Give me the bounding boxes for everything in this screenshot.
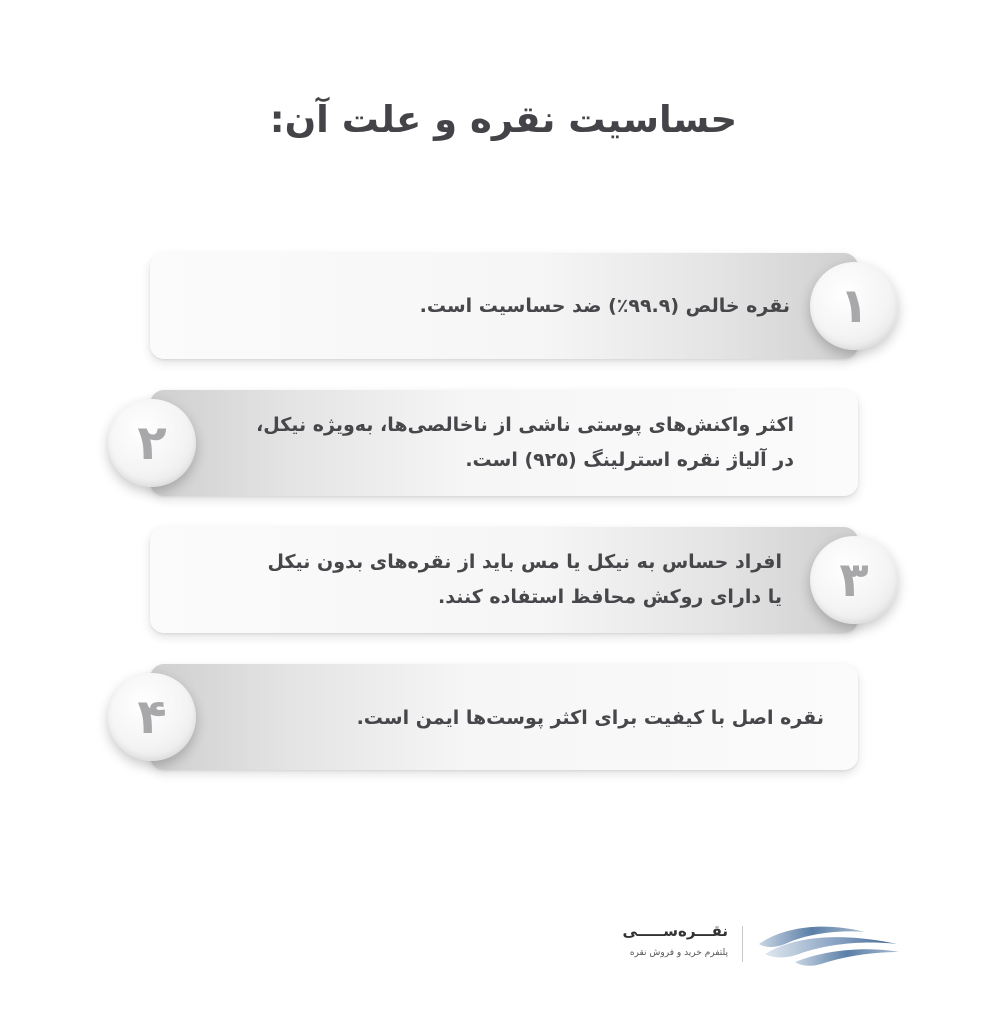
info-card-1-text: نقره خالص (۹۹.۹٪) ضد حساسیت است.: [419, 295, 790, 317]
number-badge-4: ۴: [108, 673, 196, 761]
info-card-3-text: افراد حساس به نیکل یا مس باید از نقره‌های بدون نیکل یا دارای روکش محافظ استفاده کنند.: [267, 551, 782, 608]
info-card-2: [150, 390, 858, 496]
number-badge-2: ۲: [108, 399, 196, 487]
silver-wave-logo-icon: [755, 918, 901, 968]
info-card-2-text: اکثر واکنش‌های پوستی ناشی از ناخالصی‌ها، به‌ویژه نیکل، در آلیاژ نقره استرلینگ (۹۲۵) است.: [256, 414, 794, 471]
number-badge-1: ۱: [810, 262, 898, 350]
info-card-3: [150, 527, 858, 633]
info-card-4: [150, 664, 858, 770]
brand-name: نقـــره‌ســـــی: [622, 922, 728, 940]
brand-divider: [742, 926, 743, 962]
page-title: حساسیت نقره و علت آن:: [269, 98, 738, 141]
number-badge-3: ۳: [810, 536, 898, 624]
brand-tagline: پلتفرم خرید و فروش نقره: [629, 948, 728, 958]
info-card-4-text: نقره اصل با کیفیت برای اکثر پوست‌ها ایمن است.: [356, 707, 824, 729]
info-card-1: [150, 253, 858, 359]
